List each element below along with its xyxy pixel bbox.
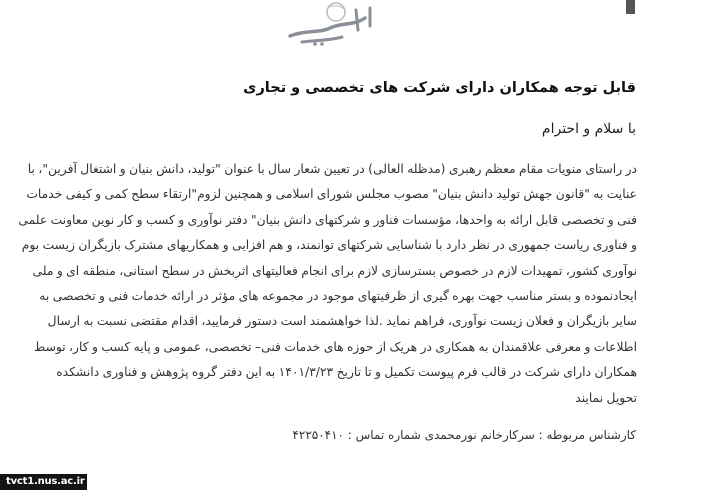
body-line: در راستای منویات مقام معظم رهبری (مدظله العالی) در تعیین شعار سال با عنوان "تولید، دانش بنیان و اشتغال آفرین"، با [27,162,637,176]
body-line: سایر بازیگران و فعلان زیست نوآوری، فراهم نماید .لذا خواهشمند است دستور فرمایید، اقدام مقتضی نسبت به ارسال [47,314,637,329]
site-url-badge[interactable]: tvct1.nus.ac.ir [0,474,87,490]
contact-info: کارشناس مربوطه : سرکارخانم نورمحمدی شماره تماس : ۴۲۲۵۰۴۱۰ [292,428,636,442]
notice-heading: قابل توجه همکاران دارای شرکت های تخصصی و تجاری [243,80,636,96]
body-line: تحویل نمایند [575,390,637,405]
tolid-logo [270,0,390,48]
body-line: نوآوری کشور، تمهیدات لازم در خصوص بسترسازی لازم برای انجام فعالیتهای اثربخش در سطح استانی، منطقه ای و ملی [32,263,637,278]
body-line: فنی و تخصصی قابل ارائه به واحدها، مؤسسات فناور و شرکتهای دانش بنیان" دفتر نوآوری و کسب و کار نوین معاونت علمی [18,212,637,227]
body-line: ایجادنموده و بستر مناسب جهت بهره گیری از ظرفیتهای موجود در مجموعه های مؤثر در ارائه خدمات فنی و تخصصی به [39,289,637,304]
greeting: با سلام و احترام [541,121,636,137]
scroll-marker [626,0,635,14]
body-line: و فناوری ریاست جمهوری در نظر دارد با شناسایی شرکتهای توانمند، و هم افزایی و همکاریهای مشترک بازیگران زیست بوم [21,238,637,253]
notice-body [18,157,637,411]
body-line: عنایت به "قانون جهش تولید دانش بنیان" مصوب مجلس شورای اسلامی و همچنین لزوم"ارتقاء سطح کمی و کیفی خدمات [26,187,637,202]
body-line: همکاران دارای شرکت در قالب فرم پیوست تکمیل و تا تاریخ ۱۴۰۱/۳/۲۳ به این دفتر گروه پژوهش و فناوری دانشکده [56,365,637,380]
body-line: اطلاعات و معرفی علاقمندان به همکاری در هریک از حوزه های خدمات فنی– تخصصی، عمومی و پایه کسب و کار، توسط [33,339,637,354]
